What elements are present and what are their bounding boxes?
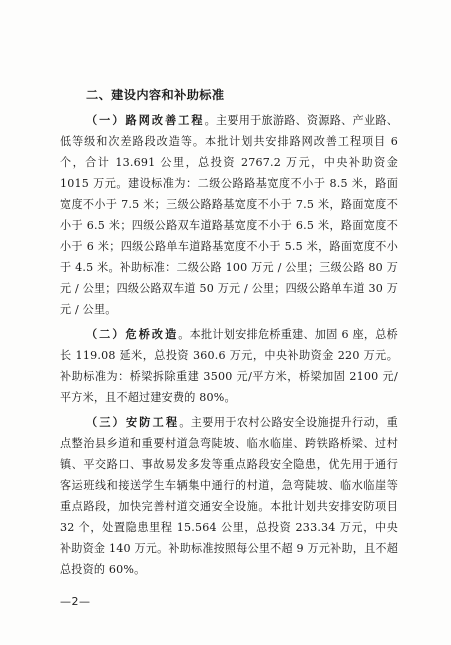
paragraph-text: 。主要用于旅游路、资源路、产业路、低等级和次差路段改造等。本批计划共安排路网改善工程项目 6 个，合计 13.691 公里，总投资 2767.2 万元，中央补助资金 1015 万元。建设标准为：二级公路路基宽度不小于 8.5 米，路面宽度不小于 7.5 米；三级公路路基宽度不小于 7.5 米，路面宽度不小于 6.5 米；四级公路双车道路基宽度不小于 6.5 米，路面宽度不小于 6 米；四级公路单车道路基宽度不小于 5.5 米，路面宽度不小于 4.5 米。补助标准：二级公路 100 万元 / 公里；三级公路 80 万元 / 公里；四级公路双车道 50 万元 / 公里；四级公路单车道 30 万元 / 公里。: [60, 114, 398, 316]
paragraph-safety: [60, 412, 398, 580]
paragraph-lead: （一）路网改善工程: [86, 114, 205, 127]
paragraph-bridge: [60, 324, 398, 408]
paragraph-text: 。主要用于农村公路安全设施提升行动，重点整治县乡道和重要村道急弯陡坡、临水临崖、跨铁路桥梁、过村镇、平交路口、事故易发多发等重点路段安全隐患，优先用于通行客运班线和接送学生车辆集中通行的村道，急弯陡坡、临水临崖等重点路段，加快完善村道交通安全设施。本批计划共安排安防项目 32 个，处置隐患里程 15.564 公里，总投资 233.34 万元，中央补助资金 140 万元。补助标准按照每公里不超 9 万元补助，且不超总投资的 60%。: [60, 416, 398, 576]
paragraph-road-network: [60, 110, 398, 320]
page-content: [60, 84, 398, 580]
paragraph-lead: （二）危桥改造: [86, 328, 179, 341]
section-heading: 二、建设内容和补助标准: [86, 88, 225, 102]
paragraph-lead: （三）安防工程: [86, 416, 180, 429]
paragraph-text: 。本批计划安排危桥重建、加固 6 座，总桥长 119.08 延米，总投资 360.6 万元，中央补助资金 220 万元。补助标准为：桥梁拆除重建 3500 元/平方米，桥梁加固 2100 元/平方米，且不超过建安费的 80%。: [60, 328, 398, 404]
page-number: —2—: [60, 595, 91, 608]
